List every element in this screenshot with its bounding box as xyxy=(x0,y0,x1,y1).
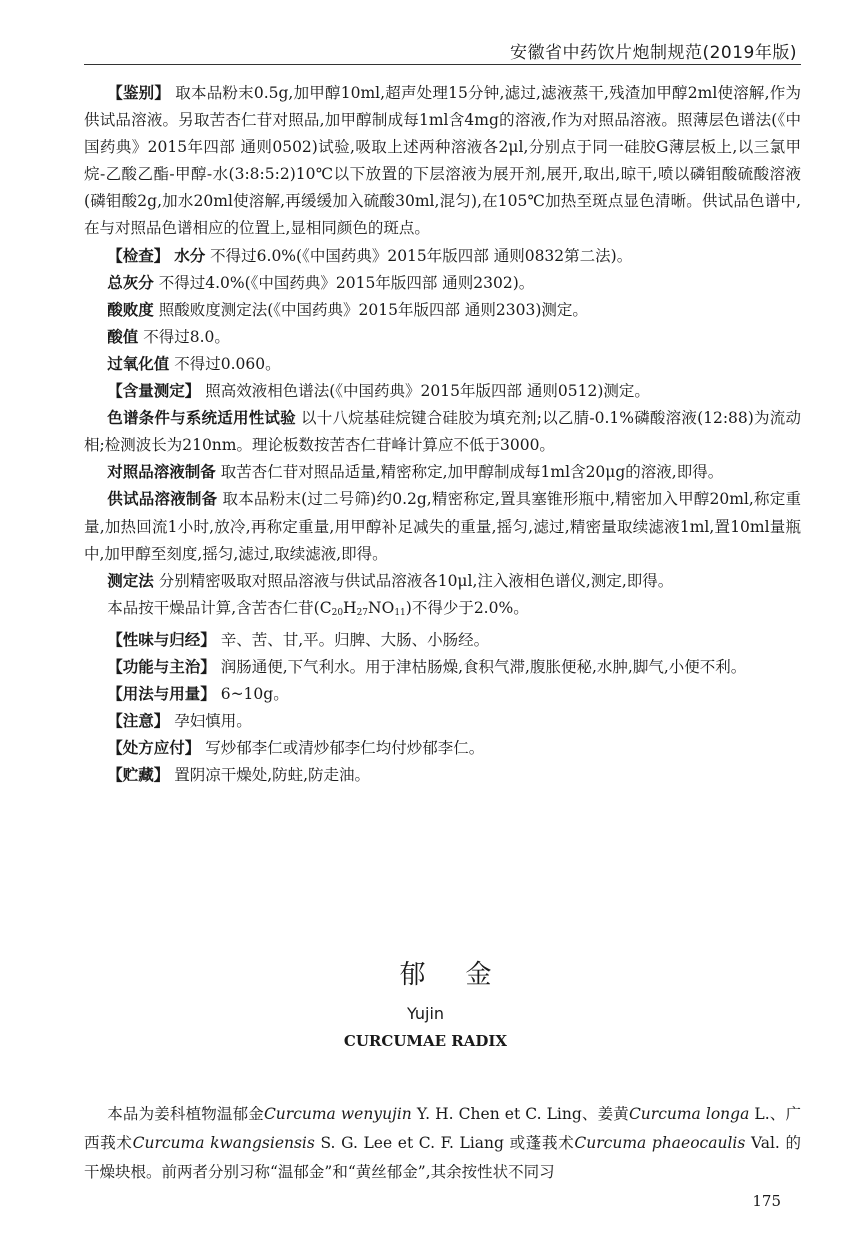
prescription-label: 【处方应付】 xyxy=(107,739,201,758)
nature-text: 辛、苦、甘,平。归脾、大肠、小肠经。 xyxy=(220,630,490,649)
method-text: 分别精密吸取对照品溶液与供试品溶液各10μl,注入液相色谱仪,测定,即得。 xyxy=(158,571,674,590)
assay-label: 【含量测定】 xyxy=(107,382,201,401)
usage-section xyxy=(84,681,801,708)
moisture-label: 水分 xyxy=(174,246,206,265)
chromatography-text: 以十八烷基硅烷键合硅胶为填充剂;以乙腈-0.1%磷酸溶液(12:88)为流动相;检测波长为210nm。理论板数按苦杏仁苷峰计算应不低于3000。 xyxy=(84,409,801,455)
monograph-intro xyxy=(84,1100,801,1187)
acid-value-text: 不得过8.0。 xyxy=(143,327,230,346)
chromatography-conditions xyxy=(84,405,801,459)
monograph-pinyin: Yujin xyxy=(406,1004,445,1023)
formula-no: NO xyxy=(368,598,395,617)
inspection-ash xyxy=(84,270,801,297)
acid-label: 酸败度 xyxy=(107,300,154,319)
nature-section xyxy=(84,627,801,654)
intro-text-4: S. G. Lee et C. F. Liang 或蓬莪术 xyxy=(314,1134,575,1152)
prescription-text: 写炒郁李仁或清炒郁李仁均付炒郁李仁。 xyxy=(205,739,485,758)
intro-text-3: L.、广西莪术 xyxy=(84,1105,801,1152)
chromatography-label: 色谱条件与系统适用性试验 xyxy=(107,409,296,428)
moisture-text: 不得过6.0%(《中国药典》2015年版四部 通则0832第二法)。 xyxy=(210,246,633,265)
inspection-peroxide xyxy=(84,351,801,378)
caution-text: 孕妇慎用。 xyxy=(174,712,252,731)
species-phaeocaulis: Curcuma phaeocaulis xyxy=(574,1134,746,1152)
inspection-moisture xyxy=(84,243,801,270)
storage-text: 置阴凉干燥处,防蛀,防走油。 xyxy=(174,766,371,785)
usage-text: 6~10g。 xyxy=(220,685,289,704)
page-number: 175 xyxy=(752,1192,781,1210)
caution-label: 【注意】 xyxy=(107,712,170,731)
peroxide-text: 不得过0.060。 xyxy=(174,354,281,373)
formula-h: H xyxy=(343,598,357,617)
caution-section xyxy=(84,708,801,735)
inspection-acid-value xyxy=(84,324,801,351)
species-kwangsiensis: Curcuma kwangsiensis xyxy=(132,1134,315,1152)
peroxide-label: 过氧化值 xyxy=(107,354,170,373)
storage-label: 【贮藏】 xyxy=(107,766,170,785)
usage-label: 【用法与用量】 xyxy=(107,685,216,704)
intro-text-2: Y. H. Chen et C. Ling、姜黄 xyxy=(411,1105,629,1123)
assay-section xyxy=(84,378,801,405)
function-text: 润肠通便,下气利水。用于津枯肠燥,食积气滞,腹胀便秘,水肿,脚气,小便不利。 xyxy=(220,657,747,676)
method-label: 测定法 xyxy=(107,571,154,590)
determination-method xyxy=(84,568,801,595)
monograph-title: 郁金 xyxy=(399,960,532,990)
acid-text: 照酸败度测定法(《中国药典》2015年版四部 通则2303)测定。 xyxy=(158,300,588,319)
nature-label: 【性味与归经】 xyxy=(107,630,216,649)
species-longa: Curcuma longa xyxy=(628,1105,750,1123)
reference-text: 取苦杏仁苷对照品适量,精密称定,加甲醇制成每1ml含20μg的溶液,即得。 xyxy=(220,463,724,482)
reference-solution xyxy=(84,459,801,486)
ash-text: 不得过4.0%(《中国药典》2015年版四部 通则2302)。 xyxy=(158,273,535,292)
assay-text: 照高效液相色谱法(《中国药典》2015年版四部 通则0512)测定。 xyxy=(205,382,650,401)
formula-sub-o: 11 xyxy=(394,607,406,618)
intro-text-1: 本品为姜科植物温郁金 xyxy=(107,1105,264,1123)
header-title: 安徽省中药饮片炮制规范(2019年版) xyxy=(509,43,797,63)
running-header xyxy=(84,34,801,65)
content-limit xyxy=(84,595,801,627)
inspection-label: 【检查】 xyxy=(107,246,170,265)
prescription-section xyxy=(84,735,801,762)
storage-section xyxy=(84,762,801,789)
species-wenyujin: Curcuma wenyujin xyxy=(263,1105,412,1123)
limit-text-pre: 本品按干燥品计算,含苦杏仁苷(C xyxy=(107,598,332,617)
test-label: 供试品溶液制备 xyxy=(107,490,218,509)
monograph-latin-name: CURCUMAE RADIX xyxy=(343,1032,508,1050)
identification-section xyxy=(84,80,801,243)
inspection-acid xyxy=(84,297,801,324)
intro-text-5: Val. 的干燥块根。前两者分别习称“温郁金”和“黄丝郁金”,其余按性状不同习 xyxy=(84,1134,801,1181)
formula-sub-h: 27 xyxy=(356,607,369,618)
function-label: 【功能与主治】 xyxy=(107,657,216,676)
test-solution xyxy=(84,486,801,567)
intro-paragraph xyxy=(84,1100,801,1187)
identification-label: 【鉴别】 xyxy=(107,84,171,102)
function-section xyxy=(84,654,801,681)
formula-sub-c: 20 xyxy=(331,607,344,618)
ash-label: 总灰分 xyxy=(107,273,154,292)
limit-text-post: )不得少于2.0%。 xyxy=(405,598,529,617)
acid-value-label: 酸值 xyxy=(107,327,139,346)
monograph-body xyxy=(84,80,801,789)
reference-label: 对照品溶液制备 xyxy=(107,463,216,482)
identification-text: 取本品粉末0.5g,加甲醇10ml,超声处理15分钟,滤过,滤液蒸干,残渣加甲醇2ml使溶解,作为供试品溶液。另取苦杏仁苷对照品,加甲醇制成每1ml含4mg的溶液,作为对照品溶液。照薄层色谱法(《中国药典》2015年四部 通则0502)试验,吸取上述两种溶液各2μl,分别点于同一硅胶G薄层板上,以三氯甲烷-乙酸乙酯-甲醇-水(3:8:5:2)10℃以下放置的下层溶液为展开剂,展开,取出,晾干,喷以磷钼酸硫酸溶液(磷钼酸2g,加水20ml使溶解,再缓缓加入硫酸30ml,混匀),在105℃加热至斑点显色清晰。供试品色谱中,在与对照品色谱相应的位置上,显相同颜色的斑点。 xyxy=(84,84,801,238)
test-text: 取本品粉末(过二号筛)约0.2g,精密称定,置具塞锥形瓶中,精密加入甲醇20ml,称定重量,加热回流1小时,放冷,再称定重量,用甲醇补足减失的重量,摇匀,滤过,精密量取续滤液1ml,置10ml量瓶中,加甲醇至刻度,摇匀,滤过,取续滤液,即得。 xyxy=(84,490,801,563)
